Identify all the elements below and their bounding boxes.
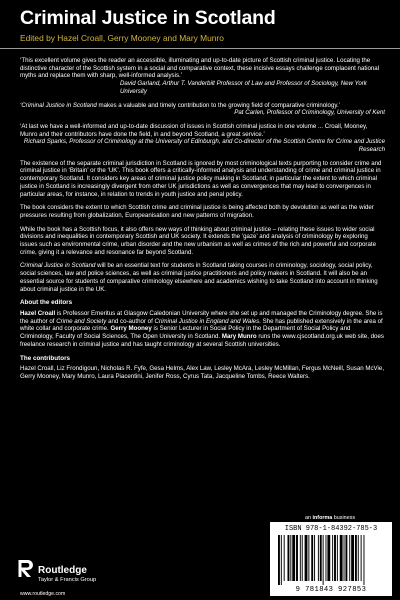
quote-attribution: Richard Sparks, Professor of Criminology at the University of Edinburgh, and Co-director of the Scottish Centre for Crime and Justice Research: [23, 138, 385, 154]
quote-3: [20, 123, 385, 154]
audience-paragraph: [20, 262, 385, 293]
publisher-group: Taylor & Francis Group: [38, 577, 97, 583]
book-title: Criminal Justice in Scotland: [20, 7, 276, 29]
book-editors: Edited by Hazel Croall, Gerry Mooney and Mary Munro: [20, 33, 224, 43]
editor-bio: is Senior Lecturer in Social Policy in the Department of Social Policy and Criminology, Faculty of Social Sciences, The Open University in Scotland.: [20, 325, 351, 341]
barcode-icon: [278, 535, 384, 585]
quote-text: makes a valuable and timely contribution to the growing field of comparative criminology.’: [96, 101, 341, 109]
about-editors-text: [20, 310, 385, 349]
editor-bio: . She has published extensively in the area of white collar and corporate crime.: [20, 317, 383, 333]
barcode-digits: 9 781843 927853: [295, 586, 367, 594]
book-title-inline: Criminal Justice in England and Wales: [154, 317, 260, 325]
publisher-website[interactable]: www.routledge.com: [20, 591, 66, 597]
book-title-inline: Crime and Society: [56, 317, 107, 325]
barcode-box: [270, 522, 392, 596]
quote-attribution: David Garland, Arthur T. Vanderbilt Professor of Law and Professor of Sociology, New York University: [120, 80, 367, 95]
editor-bio: runs the www.cjscotland.org.uk web site, does freelance research in criminal justice and has taught criminology at several Scottish universities.: [20, 333, 384, 348]
book-title-inline: Criminal Justice in Scotland: [20, 262, 96, 270]
about-editors-heading: About the editors: [20, 299, 73, 307]
description-paragraph: While the book has a Scottish focus, it also offers new ways of thinking about criminal justice – relating these issues to wider social divisions and inequalities in contemporary Scottish and UK society. It extends the ‘gaze’ and analysis of criminology by exploring issues such as environmental crime, urban disorder and the new urbanism as well as crimes of the rich and powerful and corporate crime, giving it a relevance and resonance far beyond Scotland.: [20, 225, 376, 256]
tagline-suffix: business: [332, 515, 356, 521]
editor-bio: and co-author of: [106, 317, 155, 325]
description-paragraph: The existence of the separate criminal jurisdiction in Scotland is ignored by most criminological texts purporting to consider crime and criminal justice in ‘Britain’ or the ‘UK’. This book offers a critically-informed analysis and understanding of crime and criminal justice in contemporary Scotland. It considers key areas of criminal justice policy making in Scotland; in particular the extent to which criminal justice in Scotland is increasingly divergent from other UK jurisdictions as well as convergences that may lead to convergences in particular areas, for instance, in relation to trends in youth justice and penal policy.: [20, 159, 382, 198]
divider: [0, 48, 400, 49]
quote-text: ‘At last we have a well-informed and up-to-date discussion of issues in Scottish criminal justice in one volume ... Croall, Mooney, Munro and their contributors have done the field, in and beyond Scotland, a great service.’: [20, 122, 368, 138]
audience-text: will be an essential text for students in Scotland taking courses in criminology, sociology, social policy, social sciences, law and police sciences, as well as criminal justice practitioners and policy makers in Scotland. It will also be an essential source for students of comparative criminology elsewhere and academics wishing to take Scotland into account in thinking about criminal justice in the UK.: [20, 262, 378, 293]
quote-attribution: Pat Carlen, Professor of Criminology, University of Kent: [234, 109, 385, 117]
editor-bio: is Professor Emeritus at Glasgow Caledonian University where she set up and managed the Criminology degree. She is the author of: [20, 309, 383, 325]
isbn: ISBN 978-1-84392-785-3: [284, 525, 378, 533]
editor-name: Mary Munro: [221, 333, 257, 341]
quote-text: ‘This excellent volume gives the reader an accessible, illuminating and up-to-date picture of Scottish criminal justice. Locating the distinctive character of the Scottish system in a social and comparative context, these incisive essays challenge complacent national myths and replace them with sharp, well-informed analysis.’: [20, 57, 380, 80]
description-paragraph: The book considers the extent to which Scottish crime and criminal justice is being affected both by devolution as well as the wider pressures resulting from globalization, Europeanisation and new patterns of migration.: [20, 204, 374, 219]
editor-name: Hazel Croall: [20, 309, 56, 317]
contributors-list: Hazel Croall, Liz Frondigoun, Nicholas R. Fyfe, Gesa Helms, Alex Law, Lesley McAra, Lesley McMillan, Fergus McNeill, Susan McVie, Gerry Mooney, Mary Munro, Laura Piacentini, Jenifer Ross, Cyrus Tata, Jacqueline Tombs, Reece Walters.: [20, 365, 385, 380]
blurb-content: [20, 57, 385, 387]
cover-footer: [0, 515, 400, 600]
quote-1: [20, 57, 385, 96]
publisher-tagline: [305, 515, 355, 521]
quote-book-title: ‘Criminal Justice in Scotland: [20, 101, 97, 109]
contributors-heading: The contributors: [20, 354, 71, 362]
quote-2: [20, 102, 385, 117]
editor-name: Gerry Mooney: [110, 325, 152, 333]
publisher-name: Routledge: [38, 565, 87, 576]
tagline-prefix: an: [305, 515, 313, 521]
tagline-informa: informa: [312, 515, 333, 521]
routledge-logo-icon: [18, 558, 34, 578]
